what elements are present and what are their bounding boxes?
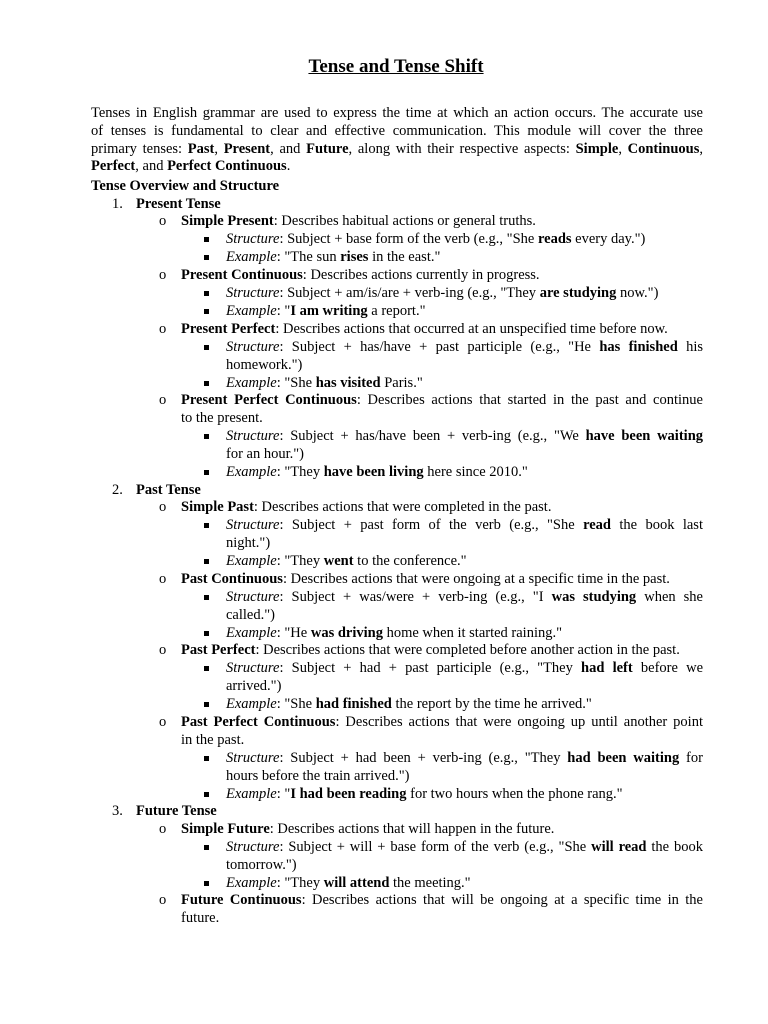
bold-text: will read bbox=[591, 839, 647, 855]
heading-text: Past Tense bbox=[136, 482, 201, 498]
aspect-item bbox=[181, 498, 551, 516]
structure-item bbox=[226, 838, 703, 856]
aspect-item bbox=[181, 320, 668, 338]
structure-continuation: arrived.") bbox=[226, 678, 282, 694]
square-bullet-icon bbox=[204, 237, 209, 242]
text: Subject + am/is/are + verb-ing (e.g., "They bbox=[287, 285, 540, 301]
example-item bbox=[226, 874, 471, 892]
heading-text: Future Tense bbox=[136, 803, 217, 819]
tense-heading bbox=[136, 195, 221, 213]
aspect-name: Past Perfect Continuous bbox=[181, 714, 336, 730]
section-heading bbox=[91, 177, 279, 195]
structure-item bbox=[226, 338, 703, 356]
text: : bbox=[279, 285, 288, 301]
text: "She bbox=[284, 696, 316, 712]
text: : bbox=[276, 696, 285, 712]
aspect-desc: : Describes actions that occurred at an unspecified time before now. bbox=[275, 321, 668, 337]
aspect-item bbox=[181, 641, 680, 659]
square-bullet-icon bbox=[204, 470, 209, 475]
text: : bbox=[276, 249, 285, 265]
text: Subject + will + base form of the verb (e.g., "She bbox=[288, 839, 592, 855]
label-example: Example bbox=[226, 249, 277, 265]
text: in the east." bbox=[368, 249, 441, 265]
text: : bbox=[276, 625, 285, 641]
list-number: 3. bbox=[112, 803, 123, 819]
aspect-desc: : Describes actions that will happen in the future. bbox=[269, 821, 555, 837]
text: home when it started raining." bbox=[382, 625, 563, 641]
tense-heading bbox=[136, 481, 201, 499]
text: Subject + past form of the verb (e.g., "She bbox=[291, 517, 584, 533]
circle-bullet-icon: o bbox=[159, 267, 167, 283]
text: the report by the time he arrived." bbox=[391, 696, 592, 712]
text: : bbox=[276, 875, 285, 891]
aspect-item bbox=[181, 266, 540, 284]
text: a report." bbox=[367, 303, 426, 319]
example-item bbox=[226, 624, 562, 642]
term-perfect: Perfect bbox=[91, 158, 136, 175]
square-bullet-icon bbox=[204, 845, 209, 850]
aspect-desc: : Describes habitual actions or general truths. bbox=[273, 213, 536, 229]
aspect-item bbox=[181, 570, 670, 588]
aspect-name: Future Continuous bbox=[181, 892, 302, 908]
text: , bbox=[618, 140, 628, 157]
square-bullet-icon bbox=[204, 291, 209, 296]
text: "She bbox=[284, 375, 316, 391]
bold-text: rises bbox=[340, 249, 369, 265]
bold-text: was driving bbox=[310, 625, 383, 641]
text: Paris." bbox=[380, 375, 423, 391]
aspect-continuation: to the present. bbox=[181, 410, 263, 426]
text: Subject + base form of the verb (e.g., "She bbox=[287, 231, 538, 247]
circle-bullet-icon: o bbox=[159, 392, 167, 408]
label-structure: Structure bbox=[226, 839, 280, 855]
text: , and bbox=[270, 140, 307, 157]
aspect-name: Present Continuous bbox=[181, 267, 303, 283]
label-example: Example bbox=[226, 696, 277, 712]
text: Subject + was/were + verb-ing (e.g., "I bbox=[291, 589, 552, 605]
text: : bbox=[276, 303, 285, 319]
text: " bbox=[284, 303, 291, 319]
label-example: Example bbox=[226, 303, 277, 319]
structure-item bbox=[226, 588, 703, 606]
aspect-item bbox=[181, 820, 554, 838]
square-bullet-icon bbox=[204, 792, 209, 797]
text: to the conference." bbox=[353, 553, 467, 569]
square-bullet-icon bbox=[204, 381, 209, 386]
text: , bbox=[699, 140, 703, 157]
bold-text: had been waiting bbox=[567, 750, 680, 766]
structure-continuation: called.") bbox=[226, 607, 275, 623]
text: : bbox=[279, 339, 292, 355]
structure-item bbox=[226, 230, 645, 248]
intro-line: Tenses in English grammar are used to express the time at which an action occurs. The accurate use bbox=[91, 105, 703, 121]
text: : bbox=[276, 786, 285, 802]
term-simple: Simple bbox=[575, 140, 619, 157]
list-number: 1. bbox=[112, 196, 123, 212]
text: "The sun bbox=[284, 249, 341, 265]
text: . bbox=[286, 158, 291, 175]
square-bullet-icon bbox=[204, 523, 209, 528]
example-item bbox=[226, 463, 528, 481]
aspect-name: Simple Future bbox=[181, 821, 270, 837]
aspect-continuation: in the past. bbox=[181, 732, 245, 748]
term-present: Present bbox=[223, 140, 271, 157]
bold-text: have been living bbox=[323, 464, 424, 480]
structure-continuation: hours before the train arrived.") bbox=[226, 768, 410, 784]
aspect-desc: : Describes actions that were completed before another action in the past. bbox=[255, 642, 680, 658]
text: his bbox=[677, 339, 704, 355]
aspect-name: Simple Present bbox=[181, 213, 274, 229]
bold-text: reads bbox=[537, 231, 572, 247]
label-structure: Structure bbox=[226, 750, 280, 766]
bold-text: had finished bbox=[315, 696, 392, 712]
heading-text: Present Tense bbox=[136, 196, 221, 212]
square-bullet-icon bbox=[204, 595, 209, 600]
intro-line bbox=[91, 158, 703, 176]
bold-text: had left bbox=[581, 660, 633, 676]
square-bullet-icon bbox=[204, 881, 209, 886]
text: : bbox=[276, 375, 285, 391]
text: Subject + has/have + past participle (e.g., "He bbox=[291, 339, 600, 355]
aspect-desc: : Describes actions that were completed in the past. bbox=[253, 499, 552, 515]
circle-bullet-icon: o bbox=[159, 714, 167, 730]
structure-continuation: tomorrow.") bbox=[226, 857, 297, 873]
square-bullet-icon bbox=[204, 666, 209, 671]
text: , along with their respective aspects: bbox=[348, 140, 576, 157]
text: Subject + had + past participle (e.g., "They bbox=[291, 660, 582, 676]
structure-item bbox=[226, 659, 703, 677]
square-bullet-icon bbox=[204, 702, 209, 707]
bold-text: read bbox=[583, 517, 611, 533]
label-example: Example bbox=[226, 875, 277, 891]
label-structure: Structure bbox=[226, 660, 280, 676]
term-past: Past bbox=[187, 140, 215, 157]
bold-text: have been waiting bbox=[585, 428, 704, 444]
label-structure: Structure bbox=[226, 428, 280, 444]
text: " bbox=[284, 786, 291, 802]
tense-heading bbox=[136, 802, 217, 820]
term-perfect-continuous: Perfect Continuous bbox=[167, 158, 287, 175]
square-bullet-icon bbox=[204, 631, 209, 636]
square-bullet-icon bbox=[204, 255, 209, 260]
structure-item bbox=[226, 749, 703, 767]
list-number: 2. bbox=[112, 482, 123, 498]
bold-text: has finished bbox=[599, 339, 678, 355]
structure-continuation: homework.") bbox=[226, 357, 303, 373]
circle-bullet-icon: o bbox=[159, 821, 167, 837]
aspect-desc: : Describes actions currently in progress. bbox=[302, 267, 540, 283]
text: : bbox=[279, 839, 289, 855]
bold-text: was studying bbox=[551, 589, 637, 605]
heading-text: Tense Overview and Structure bbox=[91, 178, 280, 194]
text: when she bbox=[636, 589, 703, 605]
bold-text: went bbox=[323, 553, 354, 569]
text: : bbox=[279, 750, 291, 766]
document-title: Tense and Tense Shift bbox=[308, 56, 484, 77]
text: , bbox=[214, 140, 224, 157]
aspect-desc: : Describes actions that started in the past and continue bbox=[356, 392, 703, 408]
term-continuous: Continuous bbox=[627, 140, 700, 157]
text: for bbox=[679, 750, 703, 766]
bold-text: I am writing bbox=[290, 303, 368, 319]
aspect-item bbox=[181, 212, 536, 230]
circle-bullet-icon: o bbox=[159, 213, 167, 229]
text: "They bbox=[284, 875, 324, 891]
text: for two hours when the phone rang." bbox=[406, 786, 623, 802]
circle-bullet-icon: o bbox=[159, 321, 167, 337]
circle-bullet-icon: o bbox=[159, 642, 167, 658]
label-structure: Structure bbox=[226, 589, 280, 605]
example-item bbox=[226, 785, 623, 803]
text: : bbox=[276, 464, 285, 480]
structure-item bbox=[226, 284, 658, 302]
text: the book bbox=[646, 839, 703, 855]
example-item bbox=[226, 552, 467, 570]
label-structure: Structure bbox=[226, 339, 280, 355]
aspect-desc: : Describes actions that were ongoing at a specific time in the past. bbox=[282, 571, 670, 587]
aspect-name: Simple Past bbox=[181, 499, 254, 515]
square-bullet-icon bbox=[204, 345, 209, 350]
label-example: Example bbox=[226, 464, 277, 480]
text: : bbox=[279, 428, 291, 444]
text: : bbox=[279, 589, 292, 605]
bold-text: are studying bbox=[539, 285, 617, 301]
aspect-name: Past Continuous bbox=[181, 571, 283, 587]
text: primary tenses: bbox=[91, 140, 188, 157]
aspect-item bbox=[181, 891, 703, 909]
text: Subject + had been + verb-ing (e.g., "They bbox=[290, 750, 568, 766]
circle-bullet-icon: o bbox=[159, 892, 167, 908]
text: "They bbox=[284, 553, 324, 569]
aspect-item bbox=[181, 713, 703, 731]
text: : bbox=[279, 517, 292, 533]
aspect-name: Present Perfect Continuous bbox=[181, 392, 357, 408]
square-bullet-icon bbox=[204, 434, 209, 439]
label-structure: Structure bbox=[226, 231, 280, 247]
text: "He bbox=[284, 625, 311, 641]
structure-continuation: for an hour.") bbox=[226, 446, 304, 462]
circle-bullet-icon: o bbox=[159, 499, 167, 515]
text: , and bbox=[135, 158, 168, 175]
example-item bbox=[226, 374, 423, 392]
example-item bbox=[226, 695, 592, 713]
bold-text: has visited bbox=[315, 375, 381, 391]
text: every day.") bbox=[571, 231, 646, 247]
text: the book last bbox=[611, 517, 703, 533]
text: "They bbox=[284, 464, 324, 480]
aspect-desc: : Describes actions that were ongoing up until another point bbox=[335, 714, 703, 730]
label-structure: Structure bbox=[226, 285, 280, 301]
aspect-item bbox=[181, 391, 703, 409]
text: now.") bbox=[616, 285, 659, 301]
term-future: Future bbox=[306, 140, 349, 157]
bold-text: I had been reading bbox=[290, 786, 407, 802]
circle-bullet-icon: o bbox=[159, 571, 167, 587]
label-example: Example bbox=[226, 786, 277, 802]
example-item bbox=[226, 248, 440, 266]
text: Subject + has/have been + verb-ing (e.g., "We bbox=[290, 428, 586, 444]
aspect-continuation: future. bbox=[181, 910, 220, 926]
label-example: Example bbox=[226, 553, 277, 569]
label-example: Example bbox=[226, 375, 277, 391]
aspect-name: Present Perfect bbox=[181, 321, 276, 337]
square-bullet-icon bbox=[204, 756, 209, 761]
text: : bbox=[279, 231, 288, 247]
structure-item bbox=[226, 516, 703, 534]
text: before we bbox=[632, 660, 704, 676]
structure-continuation: night.") bbox=[226, 535, 271, 551]
intro-paragraph bbox=[91, 105, 703, 176]
aspect-desc: : Describes actions that will be ongoing at a specific time in the bbox=[301, 892, 703, 908]
text: : bbox=[279, 660, 292, 676]
text: here since 2010." bbox=[423, 464, 528, 480]
text: : bbox=[276, 553, 285, 569]
label-structure: Structure bbox=[226, 517, 280, 533]
square-bullet-icon bbox=[204, 559, 209, 564]
bold-text: will attend bbox=[323, 875, 390, 891]
intro-line: of tenses is fundamental to clear and effective communication. This module will cover the three bbox=[91, 122, 703, 139]
label-example: Example bbox=[226, 625, 277, 641]
structure-item bbox=[226, 427, 703, 445]
text: the meeting." bbox=[389, 875, 471, 891]
square-bullet-icon bbox=[204, 309, 209, 314]
intro-line bbox=[91, 141, 703, 159]
example-item bbox=[226, 302, 426, 320]
aspect-name: Past Perfect bbox=[181, 642, 256, 658]
